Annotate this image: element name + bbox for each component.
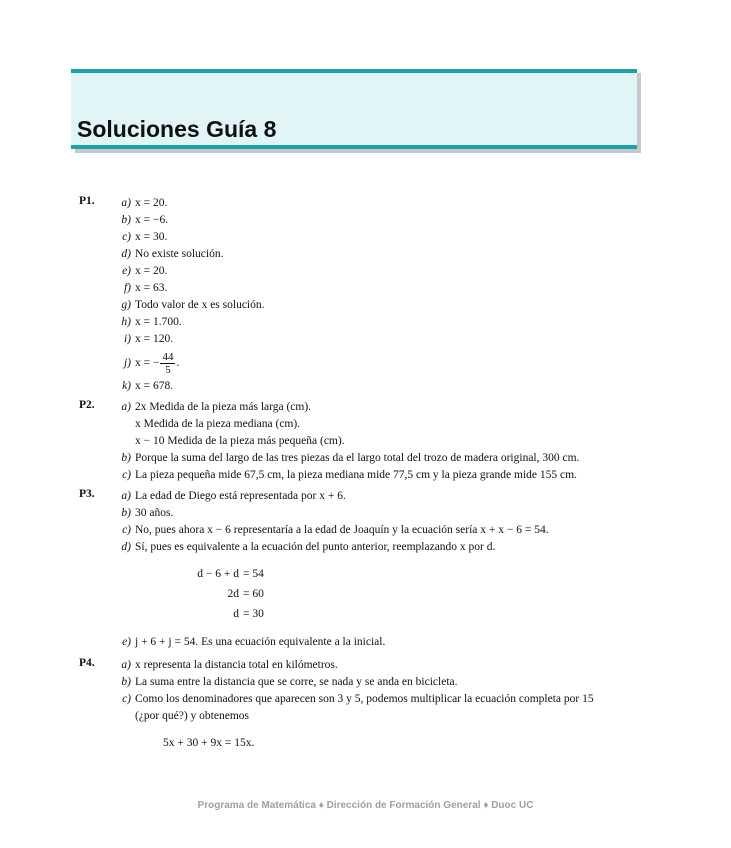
problem-label: P1. — [79, 195, 95, 207]
equation-line — [163, 733, 659, 753]
item-label: c) — [122, 524, 131, 536]
equation-system — [163, 564, 659, 624]
list-item — [113, 229, 659, 246]
item-label: c) — [122, 693, 131, 705]
item-text: 30 años. — [135, 507, 174, 519]
item-label: h) — [121, 316, 131, 328]
equation-line — [163, 604, 659, 624]
item-text: Porque la suma del largo de las tres piezas da el largo total del trozo de madera original, 300 cm. — [135, 452, 580, 464]
page-title: Soluciones Guía 8 — [77, 116, 277, 142]
problem-label: P3. — [79, 488, 95, 500]
item-text: No, pues ahora x − 6 representaría a la edad de Joaquín y la ecuación sería x + x − 6 = 54. — [135, 524, 549, 536]
item-label: g) — [121, 299, 131, 311]
item-label: i) — [123, 333, 131, 345]
item-text: La pieza pequeña mide 67,5 cm, la pieza mediana mide 77,5 cm y la pieza grande mide 155 cm. — [135, 469, 577, 481]
list-item — [113, 657, 659, 674]
item-text — [135, 351, 659, 376]
equation-lhs: 2d — [227, 588, 239, 600]
page-footer: Programa de Matemática ♦ Dirección de Formación General ♦ Duoc UC — [197, 800, 534, 811]
item-label: a) — [121, 401, 131, 413]
equation: 5x + 30 + 9x = 15x. — [163, 737, 255, 749]
item-text: Sí, pues es equivalente a la ecuación del punto anterior, reemplazando x por d. — [135, 541, 496, 553]
list-item — [113, 450, 659, 467]
list-item — [113, 297, 659, 314]
item-subline: x − 10 Medida de la pieza más pequeña (cm). — [135, 435, 345, 447]
list-item — [113, 674, 659, 691]
fraction — [160, 351, 175, 376]
solutions-content — [79, 195, 659, 763]
title-banner — [71, 69, 637, 149]
item-text: Todo valor de x es solución. — [135, 299, 265, 311]
list-item — [113, 378, 659, 395]
item-label: e) — [122, 265, 131, 277]
item-label: e) — [122, 636, 131, 648]
equation-rhs: = 54 — [243, 568, 264, 580]
item-text: x = 20. — [135, 197, 168, 209]
item-label: f) — [123, 282, 131, 294]
item-label: b) — [121, 452, 131, 464]
item-text: No existe solución. — [135, 248, 224, 260]
item-label: d) — [121, 248, 131, 260]
item-subline: x Medida de la pieza mediana (cm). — [135, 418, 301, 430]
item-label: d) — [121, 541, 131, 553]
equation-line — [163, 564, 659, 584]
item-text: j + 6 + j = 54. Es una ecuación equivalente a la inicial. — [135, 636, 386, 648]
item-label: k) — [122, 380, 131, 392]
item-label: j) — [123, 356, 131, 369]
item-text: La edad de Diego está representada por x + 6. — [135, 490, 346, 502]
problem-p2 — [79, 399, 659, 484]
problem-label: P4. — [79, 657, 95, 669]
fraction-denominator: 5 — [165, 363, 171, 376]
problem-p1 — [79, 195, 659, 395]
list-item — [113, 195, 659, 212]
equation-rhs: = 60 — [243, 588, 264, 600]
list-item — [113, 348, 659, 378]
item-text: x = 120. — [135, 333, 174, 345]
equation-lhs: d − 6 + d — [197, 568, 239, 580]
item-label: c) — [122, 469, 131, 481]
item-label: b) — [121, 214, 131, 226]
fraction-suffix: . — [176, 356, 180, 369]
list-item — [113, 505, 659, 522]
list-item — [113, 246, 659, 263]
problem-p3 — [79, 488, 659, 651]
list-item — [113, 467, 659, 484]
list-item — [113, 212, 659, 229]
equation-line — [163, 584, 659, 604]
item-label: b) — [121, 507, 131, 519]
title-banner-underline — [71, 145, 637, 149]
item-text: x = 20. — [135, 265, 168, 277]
item-text: 2x Medida de la pieza más larga (cm). — [135, 401, 312, 413]
list-item — [113, 522, 659, 539]
fraction-prefix: x = − — [135, 356, 160, 369]
fraction-numerator: 44 — [162, 350, 174, 363]
list-item — [113, 263, 659, 280]
list-item — [113, 314, 659, 331]
equation-lhs: d — [233, 608, 239, 620]
item-label: a) — [121, 659, 131, 671]
item-label: c) — [122, 231, 131, 243]
item-text: La suma entre la distancia que se corre, se nada y se anda en bicicleta. — [135, 676, 458, 688]
item-label: b) — [121, 676, 131, 688]
item-text: x = 1.700. — [135, 316, 182, 328]
item-text: x representa la distancia total en kilómetros. — [135, 659, 338, 671]
list-item — [113, 331, 659, 348]
list-item — [113, 488, 659, 505]
item-subline: (¿por qué?) y obtenemos — [135, 710, 250, 722]
item-text: x = 30. — [135, 231, 168, 243]
item-text: Como los denominadores que aparecen son 3 y 5, podemos multiplicar la ecuación completa por 15 — [135, 693, 594, 705]
equation-rhs: = 30 — [243, 608, 264, 620]
problem-p4 — [79, 657, 659, 753]
item-text: x = 63. — [135, 282, 168, 294]
item-text: x = 678. — [135, 380, 174, 392]
item-text: x = −6. — [135, 214, 169, 226]
list-item — [113, 691, 659, 708]
list-item — [113, 280, 659, 297]
list-item — [113, 634, 659, 651]
item-label: a) — [121, 490, 131, 502]
item-label: a) — [121, 197, 131, 209]
list-item — [113, 539, 659, 556]
list-item — [113, 399, 659, 416]
problem-label: P2. — [79, 399, 95, 411]
